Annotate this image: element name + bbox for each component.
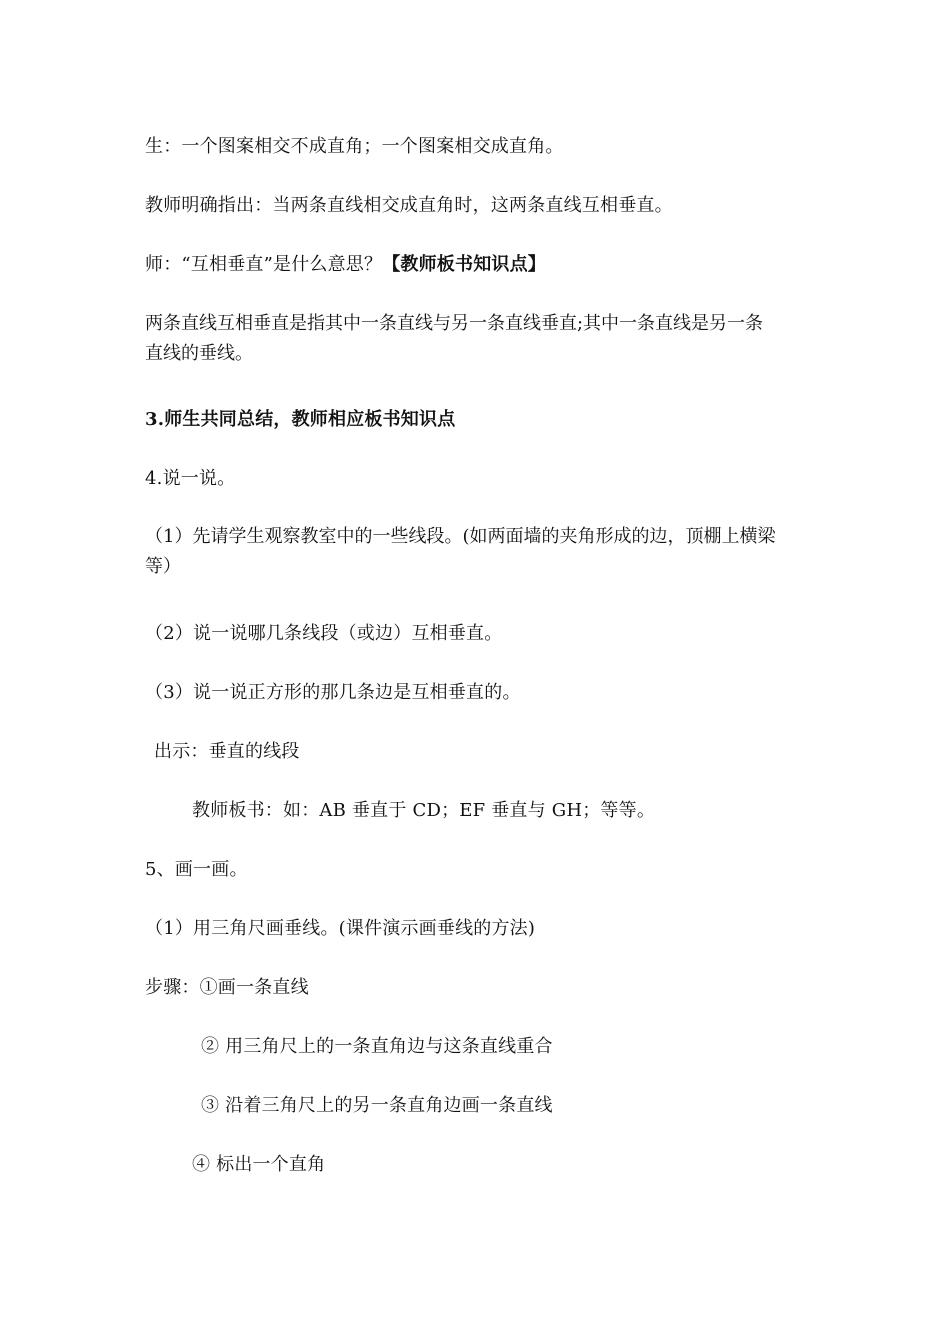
step-1: 步骤：①画一条直线	[145, 977, 309, 998]
paragraph-definition	[145, 309, 815, 369]
section-heading-draw: 5、画一画。	[145, 859, 248, 880]
paragraph-teacher-points-out: 教师明确指出：当两条直线相交成直角时，这两条直线互相垂直。	[145, 195, 673, 216]
definition-line-2: 直线的垂线。	[145, 343, 253, 364]
section-heading-discuss: 4.说一说。	[145, 468, 236, 489]
board-note-label: 【教师板书知识点】	[382, 254, 547, 275]
paragraph-teacher-question	[145, 250, 546, 280]
paragraph-draw-with-triangle: （1）用三角尺画垂线。(课件演示画垂线的方法)	[145, 918, 536, 939]
paragraph-board-example: 教师板书：如：AB 垂直于 CD；EF 垂直与 GH；等等。	[192, 800, 656, 821]
observe-line-2: 等）	[145, 556, 181, 577]
paragraph-observe	[145, 522, 815, 582]
section-heading-summary: 3.师生共同总结，教师相应板书知识点	[145, 409, 456, 430]
step-2: ② 用三角尺上的一条直角边与这条直线重合	[201, 1036, 553, 1057]
paragraph-student-answer: 生：一个图案相交不成直角；一个图案相交成直角。	[145, 136, 564, 157]
observe-line-1: （1）先请学生观察教室中的一些线段。(如两面墙的夹角形成的边，顶棚上横梁	[145, 526, 776, 547]
paragraph-square-sides: （3）说一说正方形的那几条边是互相垂直的。	[145, 682, 521, 703]
paragraph-discuss-perpendicular: （2）说一说哪几条线段（或边）互相垂直。	[145, 623, 503, 644]
step-3: ③ 沿着三角尺上的另一条直角边画一条直线	[201, 1095, 553, 1116]
paragraph-show-segments: 出示：垂直的线段	[154, 741, 300, 762]
definition-line-1: 两条直线互相垂直是指其中一条直线与另一条直线垂直;其中一条直线是另一条	[145, 313, 764, 334]
question-text: 师：“互相垂直”是什么意思？	[145, 254, 383, 275]
step-4: ④ 标出一个直角	[192, 1154, 326, 1175]
